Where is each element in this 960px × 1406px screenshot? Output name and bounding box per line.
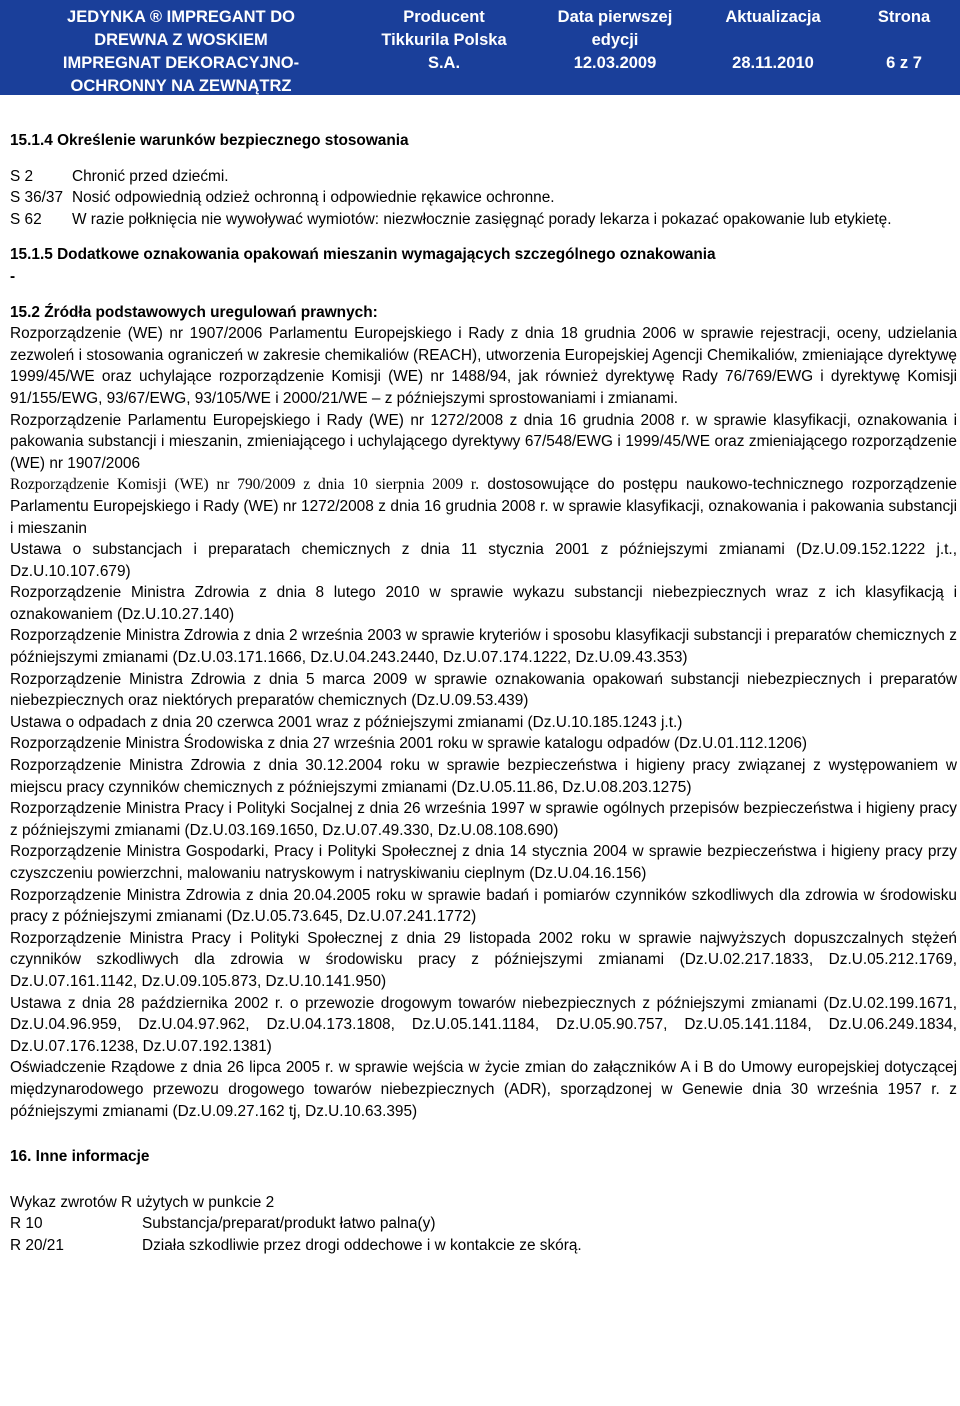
header-line: Strona bbox=[877, 8, 931, 26]
regulation-paragraph: Rozporządzenie Ministra Środowiska z dnia 27 września 2001 roku w sprawie katalogu odpadów (Dz.U.01.112.1206) bbox=[10, 735, 808, 753]
header-producer bbox=[368, 6, 520, 75]
section-heading-15-1-4: 15.1.4 Określenie warunków bezpiecznego stosowania bbox=[10, 132, 409, 149]
regulation-paragraph: Ustawa o substancjach i preparatach chemicznych z dnia 11 stycznia 2001 z późniejszymi zmianami (Dz.U.09.152.1222 j.t., Dz.U.10.107.679) bbox=[10, 541, 957, 580]
r-phrase-code: R 20/21 bbox=[10, 1236, 64, 1254]
regulation-paragraph: Rozporządzenie Ministra Pracy i Polityki Społecznej z dnia 29 listopada 2002 roku w sprawie najwyższych dopuszczalnych stężeń czynników szkodliwych dla zdrowia w środowisku pracy z późniejszymi zmianami (Dz.U.02.217.1833, Dz.U.05.212.1769, Dz.U.07.161.1142, Dz.U.09.105.873, Dz.U.10.141.950) bbox=[10, 929, 957, 990]
safety-phrase-code: S 36/37 bbox=[10, 189, 64, 207]
header-line: Tikkurila Polska bbox=[381, 31, 507, 49]
safety-phrase-code: S 62 bbox=[10, 210, 42, 228]
header-line bbox=[698, 29, 848, 52]
r-phrase-row bbox=[10, 1235, 957, 1257]
section-heading-16: 16. Inne informacje bbox=[10, 1148, 150, 1166]
safety-phrase-row bbox=[10, 209, 957, 231]
safety-phrase-row bbox=[10, 187, 957, 209]
safety-phrase-text: Chronić przed dziećmi. bbox=[72, 167, 229, 185]
regulation-paragraph bbox=[10, 474, 957, 539]
safety-phrase-text: W razie połknięcia nie wywoływać wymiotów: niezwłocznie zasięgnąć porady lekarza i pokazać opakowanie lub etykietę. bbox=[72, 210, 892, 228]
regulation-paragraph: Rozporządzenie (WE) nr 1907/2006 Parlamentu Europejskiego i Rady z dnia 18 grudnia 2006 w sprawie rejestracji, oceny, udzielania zezwoleń i stosowania ograniczeń w zakresie chemikaliów (REACH), utworzenia Europejskiej Agencji Chemikaliów, zmieniające dyrektywę 1999/45/WE oraz uchylające rozporządzenie Komisji (WE) nr 1488/94, jak również dyrektywę Rady 76/769/EWG i dyrektywę Komisji 91/155/EWG, 93/67/EWG, 93/105/WE i 2000/21/WE – z późniejszymi sprostowaniami i zmianami. bbox=[10, 325, 957, 407]
section-heading-15-1-5: 15.1.5 Dodatkowe oznakowania opakowań mieszanin wymagających szczególnego oznakowania bbox=[10, 246, 716, 264]
safety-phrase-code: S 2 bbox=[10, 167, 34, 185]
header-line: Aktualizacja bbox=[725, 8, 821, 26]
regulation-text: dostosowujące do postępu naukowo-technicznego rozporządzenie Parlamentu Europejskiego i Rady (WE) nr 1272/2008 z dnia 16 grudnia 2008 r. w sprawie klasyfikacji, oznakowania i pakowania substancji i mieszanin bbox=[10, 476, 957, 537]
header-line: Producent bbox=[403, 8, 485, 26]
regulation-reference: Rozporządzenie Komisji (WE) nr 790/2009 z dnia 10 sierpnia 2009 r. bbox=[10, 476, 480, 494]
header-update bbox=[698, 6, 848, 75]
header-line bbox=[848, 29, 960, 52]
regulation-paragraph: Oświadczenie Rządowe z dnia 26 lipca 2005 r. w sprawie wejścia w życie zmian do załączników A i B do Umowy europejskiej dotyczącej międzynarodowego przewozu drogowego towarów niebezpiecznych (ADR), sporządzonej w Genewie dnia 30 września 1957 r. z późniejszymi zmianami (Dz.U.09.27.162 tj, Dz.U.10.63.395) bbox=[10, 1059, 957, 1120]
regulation-paragraph: Ustawa o odpadach z dnia 20 czerwca 2001 wraz z późniejszymi zmianami (Dz.U.10.185.1243 j.t.) bbox=[10, 713, 683, 731]
regulation-paragraph: Rozporządzenie Parlamentu Europejskiego i Rady (WE) nr 1272/2008 z dnia 16 grudnia 2008 r. w sprawie klasyfikacji, oznakowania i pakowania substancji i mieszanin, zmieniającego i uchylającego dyrektywy 67/548/EWG i 1999/45/WE oraz zmieniającego rozporządzenie (WE) nr 1907/2006 bbox=[10, 411, 957, 472]
header-first-edition bbox=[540, 6, 690, 75]
safety-phrase-row bbox=[10, 166, 957, 188]
regulation-paragraph: Rozporządzenie Ministra Zdrowia z dnia 20.04.2005 roku w sprawie badań i pomiarów czynników szkodliwych dla zdrowia w środowisku pracy z późniejszymi zmianami (Dz.U.05.73.645, Dz.U.07.241.1772) bbox=[10, 886, 957, 926]
r-phrase-row bbox=[10, 1213, 957, 1235]
header-product-name bbox=[0, 6, 362, 98]
header-line: DREWNA Z WOSKIEM bbox=[94, 31, 268, 49]
header-line: JEDYNKA ® IMPREGANT DO bbox=[67, 8, 295, 26]
header-line: IMPREGNAT DEKORACYJNO- bbox=[62, 54, 300, 72]
header-page bbox=[848, 6, 960, 75]
header-line: edycji bbox=[591, 31, 639, 49]
regulation-paragraph: Rozporządzenie Ministra Zdrowia z dnia 8 lutego 2010 w sprawie wykazu substancji niebezpiecznych wraz z ich klasyfikacją i oznakowaniem (Dz.U.10.27.140) bbox=[10, 584, 957, 623]
document-header bbox=[0, 0, 960, 95]
regulation-paragraph: Rozporządzenie Ministra Zdrowia z dnia 5 marca 2009 w sprawie oznakowania opakowań substancji niebezpiecznych i preparatów niebezpiecznych oraz niektórych preparatów chemicznych (Dz.U.09.53.439) bbox=[10, 670, 957, 710]
regulation-paragraph: Rozporządzenie Ministra Zdrowia z dnia 30.12.2004 roku w sprawie bezpieczeństwa i higieny pracy związanej z występowaniem w miejscu pracy czynników chemicznych z późniejszymi zmianami (Dz.U.05.11.86, Dz.U.08.203.1275) bbox=[10, 757, 957, 796]
header-line: S.A. bbox=[427, 54, 461, 72]
r-phrase-code: R 10 bbox=[10, 1215, 43, 1233]
header-line: Data pierwszej bbox=[557, 8, 673, 26]
safety-phrase-text: Nosić odpowiednią odzież ochronną i odpowiednie rękawice ochronne. bbox=[72, 189, 555, 207]
header-line: 28.11.2010 bbox=[732, 54, 814, 72]
r-phrase-text: Substancja/preparat/produkt łatwo palna(y) bbox=[142, 1215, 436, 1233]
r-phrase-text: Działa szkodliwie przez drogi oddechowe i w kontakcie ze skórą. bbox=[142, 1236, 582, 1254]
header-line: 6 z 7 bbox=[886, 54, 922, 72]
r-phrases-title: Wykaz zwrotów R użytych w punkcie 2 bbox=[10, 1193, 275, 1211]
regulation-paragraph: Rozporządzenie Ministra Pracy i Polityki Socjalnej z dnia 26 września 1997 w sprawie ogólnych przepisów bezpieczeństwa i higieny pracy z późniejszymi zmianami (Dz.U.03.169.1650, Dz.U.07.49.330, Dz.U.08.108.690) bbox=[10, 800, 957, 839]
regulation-paragraph: Rozporządzenie Ministra Zdrowia z dnia 2 września 2003 w sprawie kryteriów i sposobu klasyfikacji substancji i preparatów chemicznych z późniejszymi zmianami (Dz.U.03.171.1666, Dz.U.04.243.2440, Dz.U.07.174.1222, Dz.U.09.43.353) bbox=[10, 627, 957, 667]
section-heading-15-2: 15.2 Źródła podstawowych uregulowań prawnych: bbox=[10, 303, 378, 321]
regulation-paragraph: Rozporządzenie Ministra Gospodarki, Pracy i Polityki Społecznej z dnia 14 stycznia 2004 w sprawie bezpieczeństwa i higieny pracy przy czyszczeniu powierzchni, malowaniu natryskowym i natryskiwaniu cieplnym (Dz.U.04.16.156) bbox=[10, 843, 957, 882]
document-body bbox=[10, 130, 957, 1257]
regulation-paragraph: Ustawa z dnia 28 października 2002 r. o przewozie drogowym towarów niebezpiecznych z późniejszymi zmianami (Dz.U.02.199.1671, Dz.U.04.96.959, Dz.U.04.97.962, Dz.U.04.173.1808, Dz.U.05.141.1184, Dz.U.05.90.757, Dz.U.05.141.1184, Dz.U.06.249.1834, Dz.U.07.176.1238, Dz.U.07.192.1381) bbox=[10, 994, 957, 1055]
section-value: - bbox=[10, 267, 16, 285]
header-line: 12.03.2009 bbox=[573, 54, 657, 72]
header-line: OCHRONNY NA ZEWNĄTRZ bbox=[70, 77, 292, 95]
